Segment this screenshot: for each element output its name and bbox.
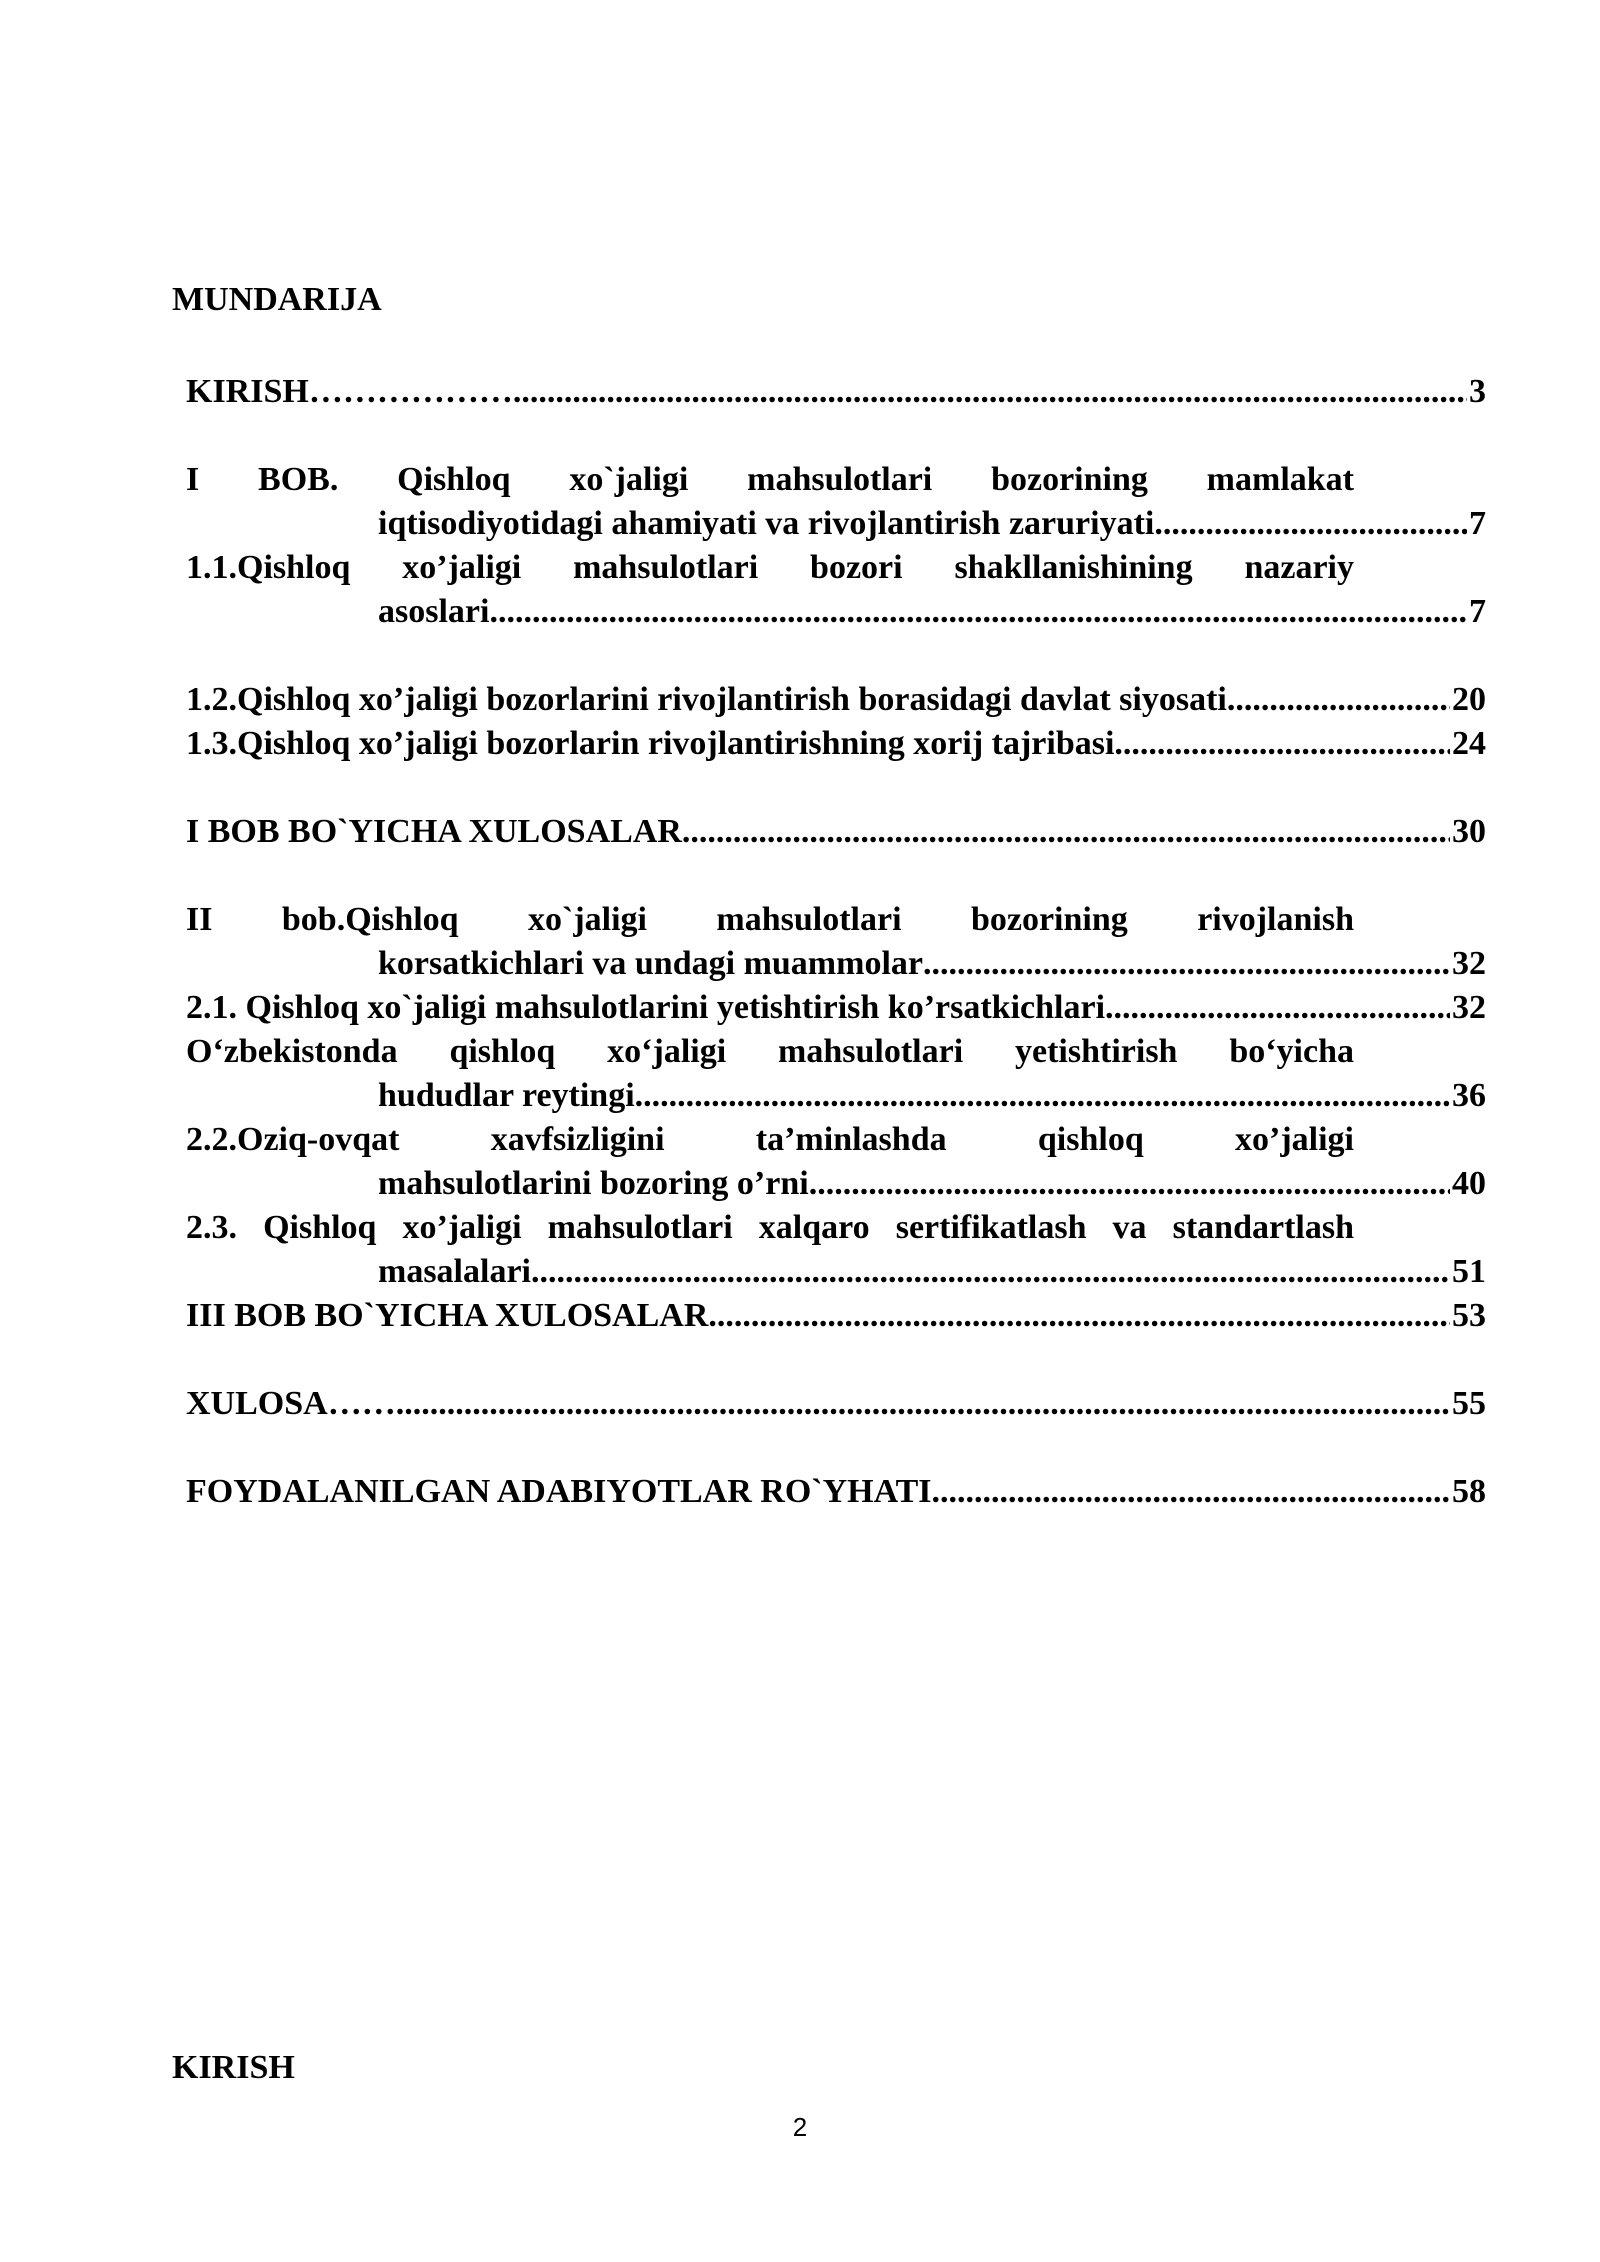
toc-entry-first-line: II bob.Qishloq xo`jaligi mahsulotlari bozorining rivojlanish xyxy=(186,901,1354,938)
toc-entry-1-1[interactable] xyxy=(186,546,1486,634)
toc-entry-first-line: 2.3. Qishloq xo’jaligi mahsulotlari xalqaro sertifikatlash va standartlash xyxy=(186,1209,1354,1246)
dot-leader xyxy=(682,810,1450,854)
toc-entry-first-line: O‘zbekistonda qishloq xo‘jaligi mahsulotlari yetishtirish bo‘yicha xyxy=(186,1033,1354,1070)
toc-entry-2-2[interactable] xyxy=(186,1118,1486,1206)
toc-page-number: 58 xyxy=(1452,1473,1486,1510)
dot-leader xyxy=(1105,986,1450,1030)
toc-page-number: 32 xyxy=(1452,945,1486,982)
dot-leader xyxy=(809,1162,1450,1206)
toc-title: MUNDARIJA xyxy=(172,281,382,318)
toc-entry-first-line: 1.1.Qishloq xo’jaligi mahsulotlari bozori shakllanishining nazariy xyxy=(186,549,1354,586)
next-section-heading: KIRISH xyxy=(172,2049,295,2086)
dot-leader xyxy=(932,1470,1450,1514)
toc-page-number: 24 xyxy=(1452,725,1486,762)
toc-page-number: 40 xyxy=(1452,1165,1486,1202)
toc-entry-first-line: I BOB. Qishloq xo`jaligi mahsulotlari bozorining mamlakat xyxy=(186,461,1354,498)
dot-leader xyxy=(489,590,1467,634)
toc-entry-text: hududlar reytingi xyxy=(378,1077,635,1114)
toc-entry-2-3[interactable] xyxy=(186,1206,1486,1294)
toc-page-number: 7 xyxy=(1469,593,1486,630)
toc-entry-text: XULOSA…… xyxy=(186,1385,396,1422)
toc-entry-first-line: 2.2.Oziq-ovqat xavfsizligini ta’minlashda qishloq xo’jaligi xyxy=(186,1121,1354,1158)
toc-entry-chapter-2[interactable] xyxy=(186,898,1486,986)
toc-entry-text: iqtisodiyotidagi ahamiyati va rivojlantirish zaruriyati xyxy=(378,505,1155,542)
toc-page-number: 20 xyxy=(1452,681,1486,718)
toc-entry-text: FOYDALANILGAN ADABIYOTLAR RO`YHATI xyxy=(186,1473,932,1510)
toc-entry-text: III BOB BO`YICHA XULOSALAR xyxy=(186,1297,709,1334)
toc-entry-text: masalalari xyxy=(378,1253,531,1290)
page-number: 2 xyxy=(792,2112,808,2142)
toc-page-number: 3 xyxy=(1469,373,1486,410)
toc-entry-text: asoslari xyxy=(378,593,490,630)
table-of-contents xyxy=(186,370,1486,1514)
toc-entry-1-3[interactable] xyxy=(186,722,1486,766)
toc-entry-text: 2.1. Qishloq xo`jaligi mahsulotlarini yetishtirish ko’rsatkichlari xyxy=(186,989,1106,1026)
toc-page-number: 55 xyxy=(1452,1385,1486,1422)
toc-page-number: 32 xyxy=(1452,989,1486,1026)
dot-leader xyxy=(923,942,1450,986)
toc-entry-kirish[interactable] xyxy=(186,370,1486,414)
dot-leader xyxy=(531,1250,1450,1294)
dot-leader xyxy=(1154,502,1467,546)
dot-leader xyxy=(1227,678,1450,722)
toc-entry-text: korsatkichlari va undagi muammolar xyxy=(378,945,923,982)
toc-entry-text: mahsulotlarini bozoring o’rni xyxy=(378,1165,809,1202)
toc-entry-regions-rating[interactable] xyxy=(186,1030,1486,1118)
toc-entry-conclusion[interactable] xyxy=(186,1382,1486,1426)
toc-entry-chapter-3-conclusions[interactable] xyxy=(186,1294,1486,1338)
dot-leader xyxy=(708,1294,1450,1338)
toc-page-number: 51 xyxy=(1452,1253,1486,1290)
toc-page-number: 30 xyxy=(1452,813,1486,850)
dot-leader xyxy=(1114,722,1450,766)
toc-entry-chapter-1[interactable] xyxy=(186,458,1486,546)
toc-entry-text: KIRISH……………… xyxy=(186,373,513,410)
dot-leader xyxy=(513,370,1467,414)
toc-entry-text: 1.2.Qishloq xo’jaligi bozorlarini rivojlantirish borasidagi davlat siyosati xyxy=(186,681,1227,718)
dot-leader xyxy=(635,1074,1450,1118)
toc-page-number: 36 xyxy=(1452,1077,1486,1114)
toc-entry-2-1[interactable] xyxy=(186,986,1486,1030)
toc-page-number: 7 xyxy=(1469,505,1486,542)
toc-entry-text: 1.3.Qishloq xo’jaligi bozorlarin rivojlantirishning xorij tajribasi xyxy=(186,725,1115,762)
dot-leader xyxy=(396,1382,1450,1426)
toc-entry-references[interactable] xyxy=(186,1470,1486,1514)
toc-page-number: 53 xyxy=(1452,1297,1486,1334)
toc-entry-chapter-1-conclusions[interactable] xyxy=(186,810,1486,854)
toc-entry-1-2[interactable] xyxy=(186,678,1486,722)
toc-entry-text: I BOB BO`YICHA XULOSALAR xyxy=(186,813,682,850)
